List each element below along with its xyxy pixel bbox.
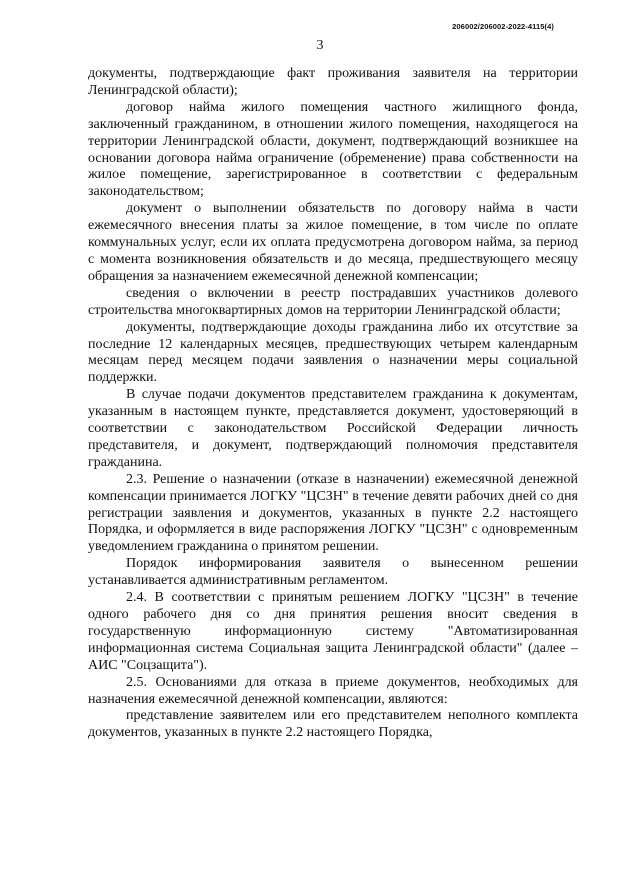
paragraph: документы, подтверждающие факт проживания заявителя на территории Ленинградской области);	[88, 66, 578, 98]
paragraph: 2.4. В соответствии с принятым решением ЛОГКУ "ЦСЗН" в течение одного рабочего дня со дня принятия решения вносит сведения в государственную информационную систему "Автоматизированная информационная система Социальная защита Ленинградской области" (далее – АИС "Соцзащита").	[88, 590, 578, 673]
page-number: 3	[316, 38, 324, 53]
paragraph: договор найма жилого помещения частного жилищного фонда, заключенный гражданином, в отношении жилого помещения, находящегося на территории Ленинградской области, документ, подтверждающий возникшее на основании договора найма ограничение (обременение) права собственности на жилое помещение, зарегистрированное в соответствии с федеральным законодательством;	[88, 99, 578, 200]
paragraph: 2.3. Решение о назначении (отказе в назначении) ежемесячной денежной компенсации принимается ЛОГКУ "ЦСЗН" в течение девяти рабочих дней со дня регистрации заявления и документов, указанных в пункте 2.2 настоящего Порядка, и оформляется в виде распоряжения ЛОГКУ "ЦСЗН" с одновременным уведомлением гражданина о принятом решении.	[88, 471, 578, 555]
paragraph: представление заявителем или его представителем неполного комплекта документов, указанных в пункте 2.2 настоящего Порядка,	[88, 708, 578, 741]
paragraph: Порядок информирования заявителя о вынесенном решении устанавливается административным регламентом.	[88, 556, 578, 589]
paragraph: 2.5. Основаниями для отказа в приеме документов, необходимых для назначения ежемесячной денежной компенсации, являются:	[88, 674, 578, 707]
document-number: 206002/206002-2022-4115(4)	[452, 22, 554, 31]
paragraph: сведения о включении в реестр пострадавших участников долевого строительства многоквартирных домов на территории Ленинградской области;	[88, 285, 578, 318]
paragraph: В случае подачи документов представителем гражданина к документам, указанным в настоящем пункте, представляется документ, удостоверяющий в соответствии с законодательством Российской Федерации личность представителя, и документ, подтверждающий полномочия представителя гражданина.	[88, 387, 578, 470]
paragraph: документы, подтверждающие доходы гражданина либо их отсутствие за последние 12 календарных месяцев, предшествующих четырем календарным месяцам перед месяцем подачи заявления о назначении меры социальной поддержки.	[88, 319, 578, 386]
paragraph: документ о выполнении обязательств по договору найма в части ежемесячного внесения платы за жилое помещение, в том числе по оплате коммунальных услуг, если их оплата предусмотрена договором найма, за период с момента возникновения обязательств и до месяца, предшествующего месяцу обращения за назначением ежемесячной денежной компенсации;	[88, 201, 578, 284]
document-body	[88, 66, 578, 742]
